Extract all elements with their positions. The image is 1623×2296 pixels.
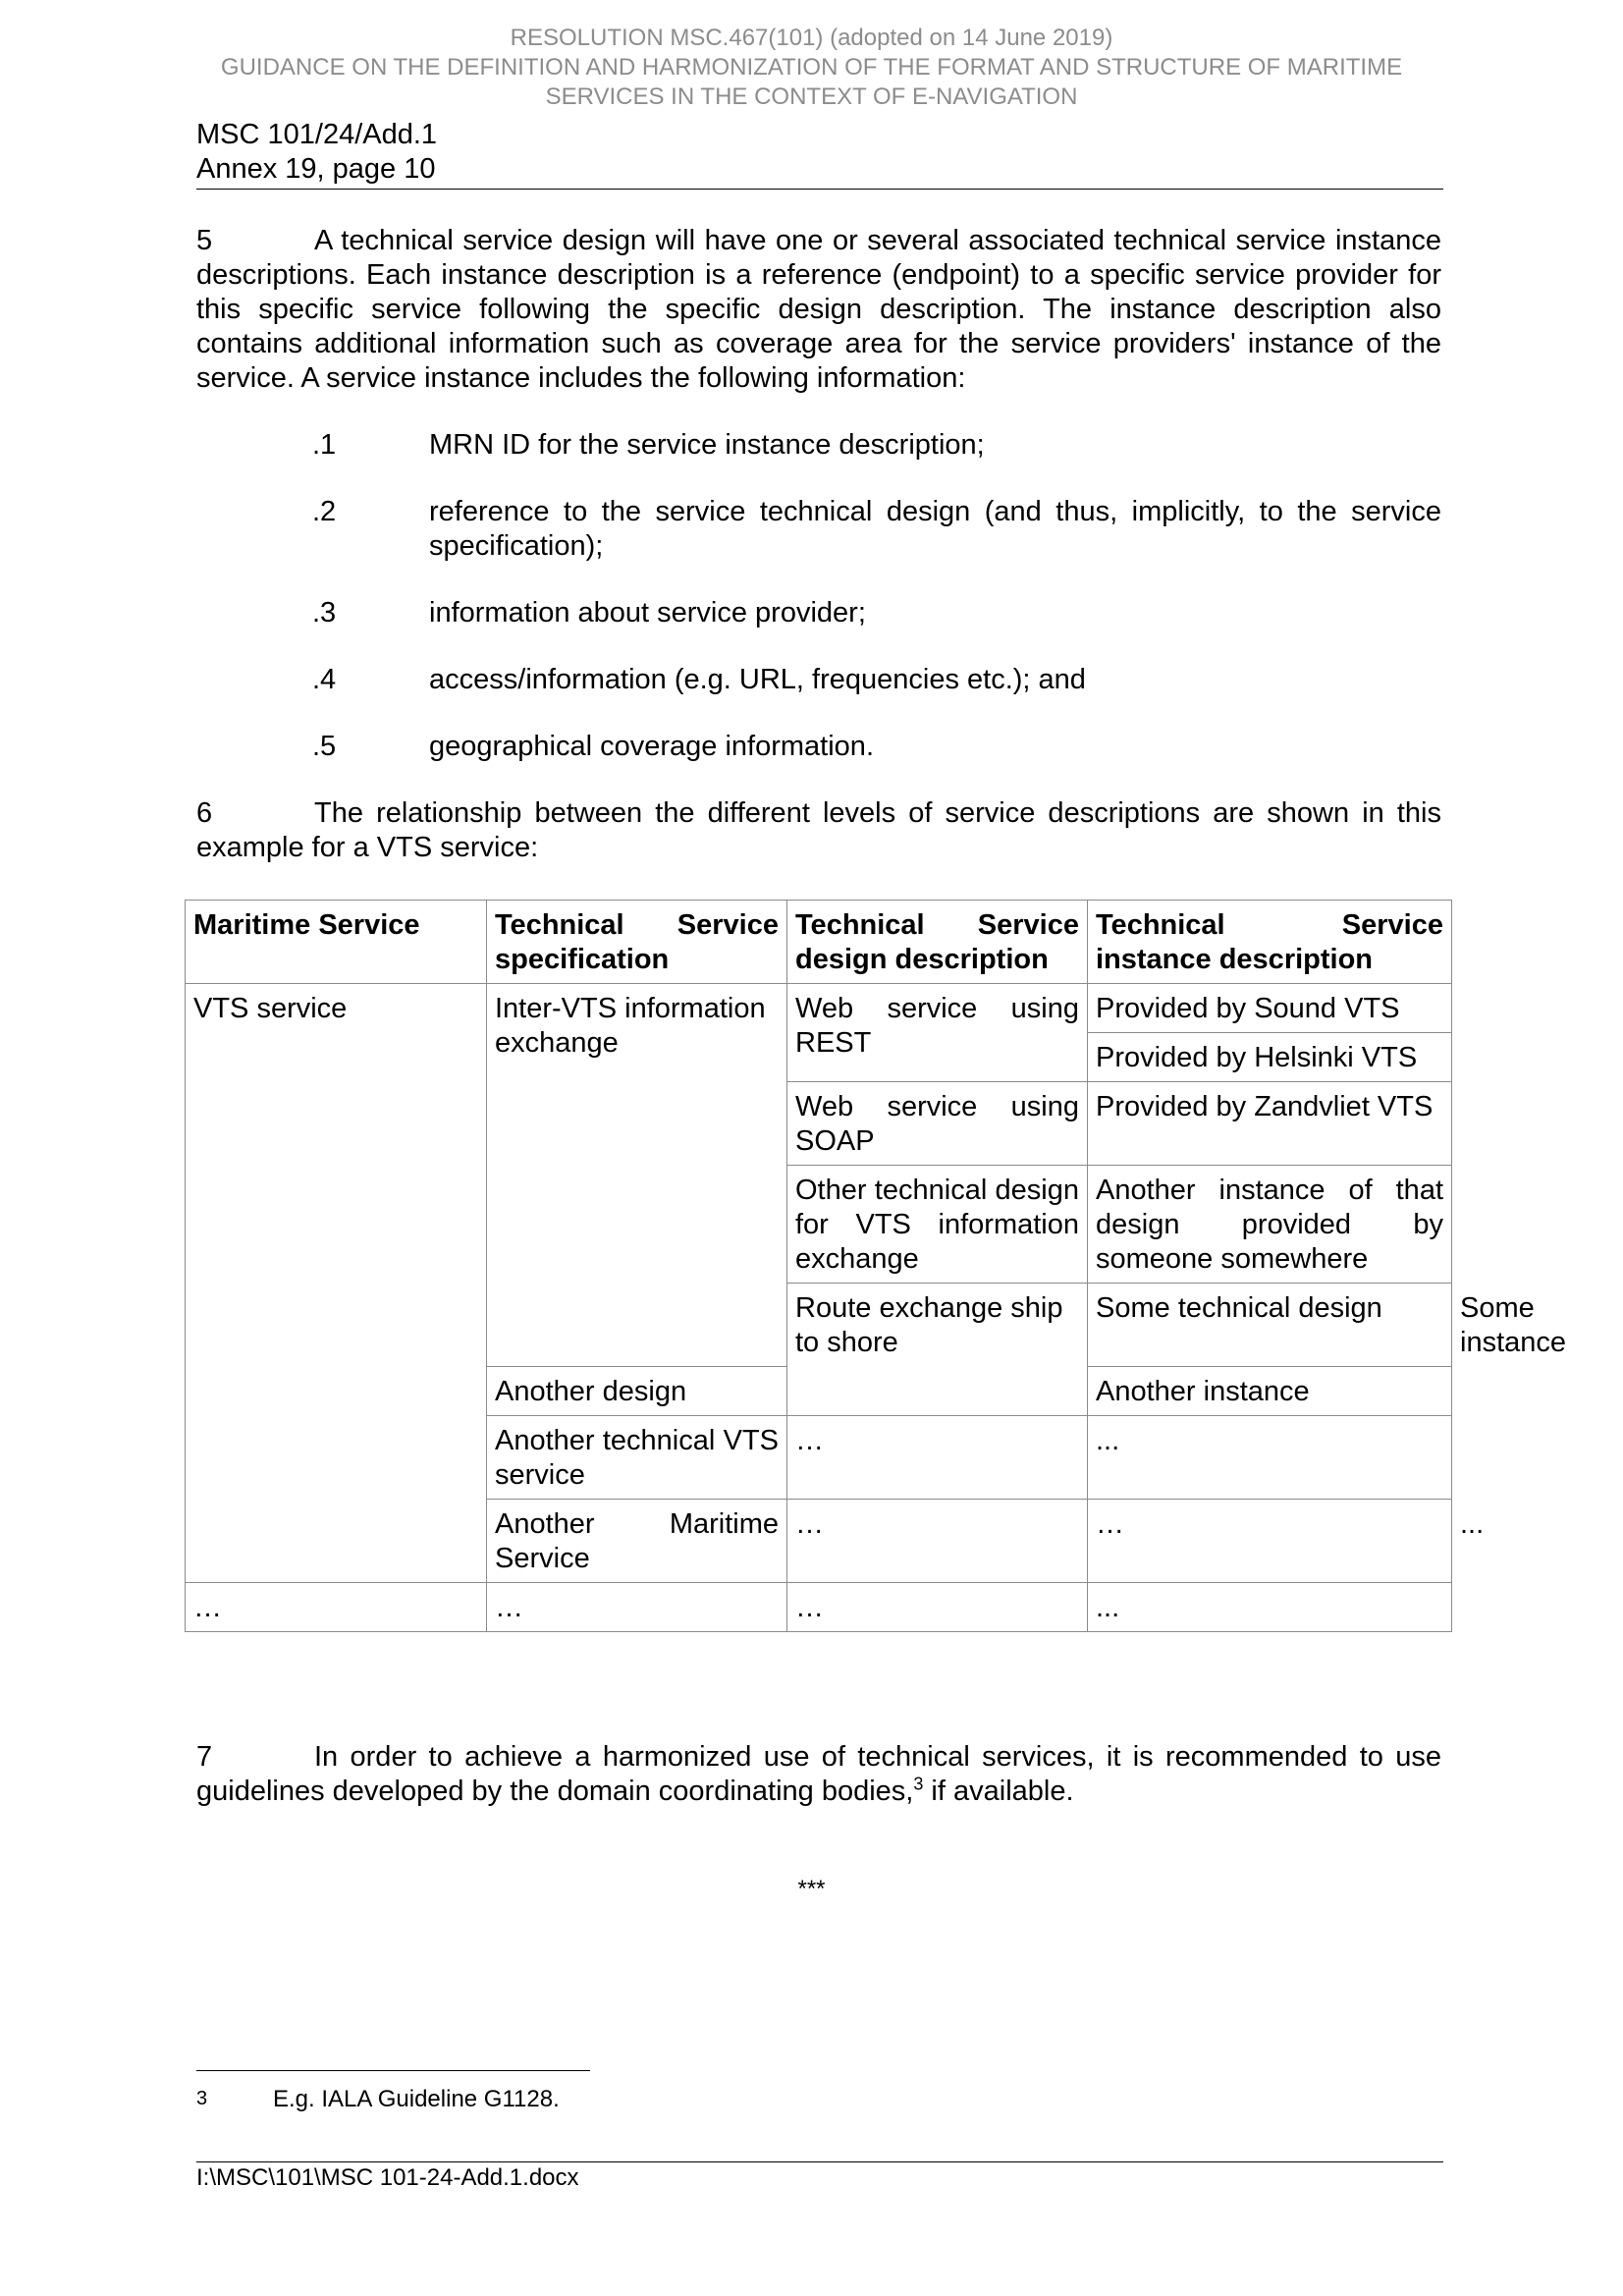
table-row <box>186 984 1452 1033</box>
footer-file-path: I:\MSC\101\MSC 101-24-Add.1.docx <box>196 2164 579 2191</box>
list-item-text: geographical coverage information. <box>429 731 874 762</box>
list-item-text: MRN ID for the service instance description; <box>429 429 985 461</box>
paragraph-5 <box>196 224 1441 396</box>
cell-instance: ... <box>1088 1416 1452 1500</box>
paragraph-7 <box>196 1740 1441 1809</box>
paragraph-text: A technical service design will have one or several associated technical service instance descriptions. Each instance description is a reference (endpoint) to a specific service provider for this specific service following the specific design description. The instance description also contains additional information such as coverage area for the service providers' instance of the service. A service instance includes the following information: <box>196 225 1441 394</box>
list-item-text: access/information (e.g. URL, frequencies etc.); and <box>429 664 1086 695</box>
table-row <box>186 1583 1452 1632</box>
list-item-text: information about service provider; <box>429 597 866 629</box>
cell-tech-design: Some technical design <box>1088 1284 1452 1367</box>
table-row: Route exchange ship to shore Some technical design Some instance <box>186 1284 1452 1367</box>
cell-tech-design: … <box>787 1416 1088 1500</box>
guidance-title-line2: SERVICES IN THE CONTEXT OF E-NAVIGATION <box>545 83 1078 110</box>
cell-tech-design: Web service using SOAP <box>787 1082 1088 1166</box>
cell-tech-spec: Route exchange ship to shore <box>787 1284 1088 1416</box>
header-tech-instance: Technical Service instance description <box>1088 901 1452 984</box>
paragraph-number: 6 <box>196 797 213 829</box>
paragraph-text: The relationship between the different levels of service descriptions are shown in this example for a VTS service: <box>196 797 1441 863</box>
list-item-number: .4 <box>312 664 337 695</box>
cell-tech-design: Another design <box>487 1367 787 1416</box>
footnote-mark: 3 <box>196 2088 208 2109</box>
footnote-divider <box>196 2070 590 2071</box>
paragraph-text: In order to achieve a harmonized use of technical services, it is recommended to use guidelines developed by the domain coordinating bodies, <box>196 1741 1441 1807</box>
cell-instance: ... <box>1088 1583 1452 1632</box>
header-tech-design: Technical Service design description <box>787 901 1088 984</box>
table-row: Another Maritime Service … … ... <box>186 1500 1452 1583</box>
list-item <box>312 596 1441 630</box>
document-reference: MSC 101/24/Add.1 <box>196 119 438 150</box>
paragraph-number: 7 <box>196 1741 213 1773</box>
cell-tech-design: Web service using REST <box>787 984 1088 1082</box>
cell-tech-spec: … <box>487 1583 787 1632</box>
cell-instance: Another instance of that design provided by someone somewhere <box>1088 1166 1452 1284</box>
list-item-number: .1 <box>312 429 337 461</box>
cell-tech-design: … <box>787 1583 1088 1632</box>
cell-instance: Provided by Helsinki VTS <box>1088 1033 1452 1082</box>
list-item <box>312 495 1441 564</box>
cell-maritime-service: Another Maritime Service <box>487 1500 787 1583</box>
footnote-reference: 3 <box>913 1774 924 1794</box>
paragraph-text-end: if available. <box>923 1776 1074 1807</box>
cell-maritime-service: … <box>186 1583 487 1632</box>
header-maritime-service: Maritime Service <box>186 901 487 984</box>
header-divider <box>196 189 1443 190</box>
service-levels-table <box>185 900 1567 1632</box>
list-item-text: reference to the service technical design (and thus, implicitly, to the service specification); <box>429 496 1441 562</box>
page-reference: Annex 19, page 10 <box>196 153 436 185</box>
end-marker: *** <box>797 1876 826 1902</box>
paragraph-number: 5 <box>196 225 213 256</box>
list-item-number: .5 <box>312 731 337 762</box>
paragraph-6 <box>196 796 1441 865</box>
list-item <box>312 663 1441 697</box>
cell-instance: Another instance <box>1088 1367 1452 1416</box>
guidance-title-line1: GUIDANCE ON THE DEFINITION AND HARMONIZATION OF THE FORMAT AND STRUCTURE OF MARITIME <box>220 54 1403 81</box>
list-item <box>312 428 1441 463</box>
list-item-number: .3 <box>312 597 337 629</box>
footer-divider <box>196 2161 1443 2162</box>
list-item-number: .2 <box>312 496 337 527</box>
footnote-text: E.g. IALA Guideline G1128. <box>273 2086 560 2112</box>
cell-tech-spec: … <box>787 1500 1088 1583</box>
header-tech-spec: Technical Service specification <box>487 901 787 984</box>
cell-tech-spec: Another technical VTS service <box>487 1416 787 1500</box>
cell-tech-design: Other technical design for VTS information exchange <box>787 1166 1088 1284</box>
list-item <box>312 730 1441 764</box>
cell-instance: Provided by Zandvliet VTS <box>1088 1082 1452 1166</box>
cell-maritime-service: VTS service <box>186 984 487 1583</box>
cell-tech-design: … <box>1088 1500 1452 1583</box>
table-header-row <box>186 901 1452 984</box>
resolution-title: RESOLUTION MSC.467(101) (adopted on 14 June 2019) <box>510 25 1113 51</box>
cell-instance: Provided by Sound VTS <box>1088 984 1452 1033</box>
cell-tech-spec: Inter-VTS information exchange <box>487 984 787 1367</box>
